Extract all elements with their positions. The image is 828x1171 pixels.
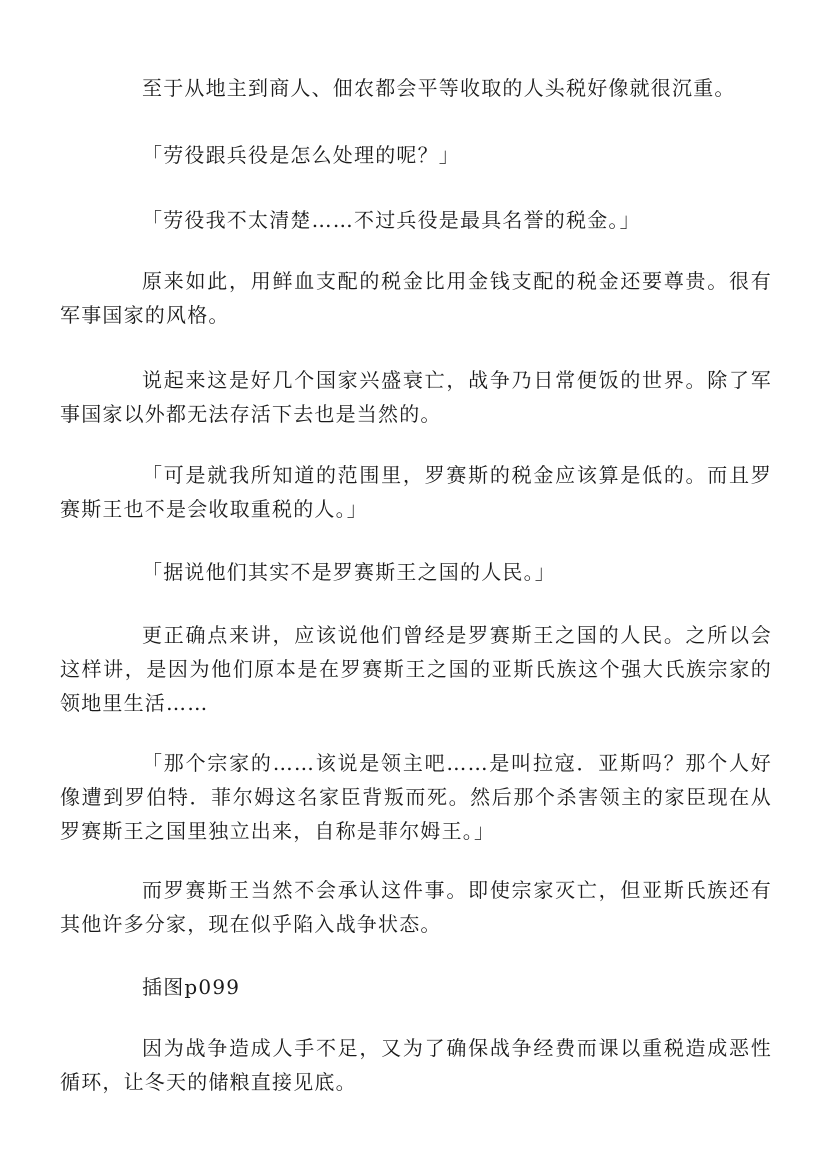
paragraph-8: 更正确点来讲，应该说他们曾经是罗赛斯王之国的人民。之所以会这样讲，是因为他们原本是在罗赛斯王之国的亚斯氏族这个强大氏族宗家的领地里生活…… [60,623,772,715]
paragraph-3: 「劳役我不太清楚……不过兵役是最具名誉的税金。」 [142,208,641,232]
paragraph-1: 至于从地主到商人、佃农都会平等收取的人头税好像就很沉重。 [142,76,736,100]
paragraph-4: 原来如此，用鲜血支配的税金比用金钱支配的税金还要尊贵。很有军事国家的风格。 [60,269,772,327]
paragraph-10: 而罗赛斯王当然不会承认这件事。即使宗家灭亡，但亚斯氏族还有其他许多分家，现在似乎陷入战争状态。 [60,878,772,936]
paragraph-6: 「可是就我所知道的范围里，罗赛斯的税金应该算是低的。而且罗赛斯王也不是会收取重税的人。」 [60,463,772,521]
paragraph-11: 因为战争造成人手不足，又为了确保战争经费而课以重税造成恶性循环，让冬天的储粮直接见底。 [60,1036,772,1094]
paragraph-9: 「那个宗家的……该说是领主吧……是叫拉寇．亚斯吗？那个人好像遭到罗伯特．菲尔姆这名家臣背叛而死。然后那个杀害领主的家臣现在从罗赛斯王之国里独立出来，自称是菲尔姆王。」 [60,751,772,843]
paragraph-5: 说起来这是好几个国家兴盛衰亡，战争乃日常便饭的世界。除了军事国家以外都无法存活下去也是当然的。 [60,368,772,426]
paragraph-7: 「据说他们其实不是罗赛斯王之国的人民。」 [142,560,556,584]
illustration-caption: 插图p099 [142,975,241,999]
paragraph-2: 「劳役跟兵役是怎么处理的呢？」 [142,143,460,167]
